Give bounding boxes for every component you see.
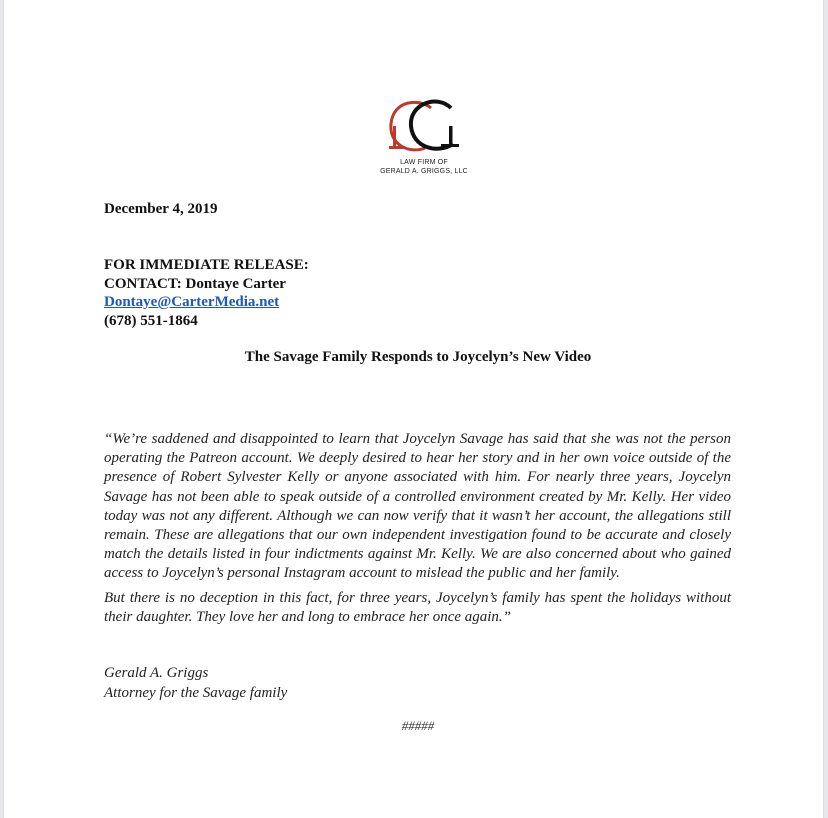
immediate-release-label: FOR IMMEDIATE RELEASE:	[104, 257, 309, 273]
logo-caption-line2: GERALD A. GRIGGS, LLC	[380, 168, 468, 175]
statement-paragraph-2: But there is no deception in this fact, for three years, Joycelyn’s family has spent the holidays without their daughter. They love her and long to embrace her once again.”	[104, 590, 731, 626]
contact-name: CONTACT: Dontaye Carter	[104, 275, 286, 292]
contact-phone: (678) 551-1864	[104, 312, 198, 329]
signature-block	[104, 664, 287, 703]
headline: The Savage Family Responds to Joycelyn’s New Video	[244, 349, 592, 365]
law-firm-logo	[364, 96, 484, 192]
end-mark: #####	[401, 718, 435, 733]
signature-title: Attorney for the Savage family	[104, 684, 288, 701]
gg-monogram-icon	[379, 96, 469, 158]
contact-block	[104, 256, 309, 330]
signature-name: Gerald A. Griggs	[104, 665, 209, 681]
document-page	[3, 0, 824, 818]
statement-paragraph-1: “We’re saddened and disappointed to learn that Joycelyn Savage has said that she was not the person operating the Patreon account. We deeply desired to hear her story and in her own voice outside of the presence of Robert Sylvester Kelly or anyone associated with him. For nearly three years, Joycelyn Savage has not been able to speak outside of a controlled environment created by Mr. Kelly. Her video today was not any different. Although we can now verify that it wasn’t her account, the allegations still remain. These are allegations that our own independent investigation found to be accurate and closely match the details listed in four indictments against Mr. Kelly. We are also concerned about who gained access to Joycelyn’s personal Instagram account to mislead the public and her family.	[104, 431, 731, 582]
release-date: December 4, 2019	[104, 201, 218, 217]
logo-caption-line1: LAW FIRM OF	[400, 159, 448, 166]
contact-email-link[interactable]: Dontaye@CarterMedia.net	[104, 294, 280, 310]
